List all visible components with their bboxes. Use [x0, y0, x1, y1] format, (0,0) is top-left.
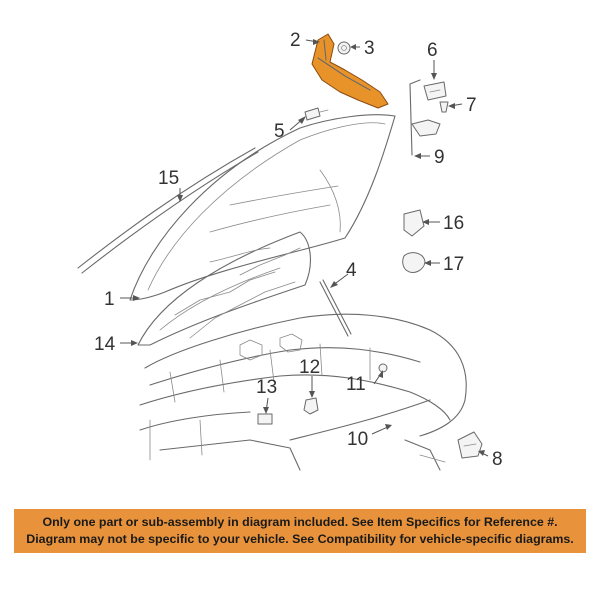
callout-13: 13 — [256, 377, 278, 398]
latch-bracket-part — [424, 82, 446, 100]
prop-rod-part — [320, 280, 351, 336]
callout-12: 12 — [299, 357, 321, 378]
callout-4: 4 — [346, 260, 357, 281]
clip-part — [404, 210, 424, 236]
callout-2: 2 — [290, 30, 301, 51]
callout-3: 3 — [364, 38, 375, 59]
bumper-part — [403, 253, 425, 273]
callout-10: 10 — [347, 429, 369, 450]
disclaimer-line-2: Diagram may not be specific to your vehicle. See Compatibility for vehicle-specific diagrams. — [26, 532, 574, 546]
hood-inner-panel-part — [138, 232, 310, 345]
callout-5: 5 — [274, 121, 285, 142]
callout-9: 9 — [434, 147, 445, 168]
callout-7: 7 — [466, 95, 477, 116]
hood-clip-part — [304, 398, 318, 414]
callout-1: 1 — [104, 289, 115, 310]
callout-14: 14 — [94, 334, 116, 355]
hood-hinge-part — [312, 34, 388, 108]
hinge-nut-part — [338, 42, 350, 54]
disclaimer-banner — [14, 509, 586, 553]
callout-8: 8 — [492, 449, 503, 470]
leader-lines — [120, 39, 488, 456]
callout-16: 16 — [443, 213, 465, 234]
callout-17: 17 — [443, 254, 465, 275]
callout-6: 6 — [427, 40, 438, 61]
callout-15: 15 — [158, 168, 180, 189]
bolt-part — [305, 108, 328, 120]
screw-part — [440, 102, 448, 112]
insulator-part — [258, 414, 272, 424]
disclaimer-line-1: Only one part or sub-assembly in diagram included. See Item Specifics for Reference #. — [42, 515, 558, 529]
hood-latch-part — [458, 432, 482, 458]
vehicle-front-structure — [140, 314, 466, 470]
callout-11: 11 — [346, 374, 366, 395]
